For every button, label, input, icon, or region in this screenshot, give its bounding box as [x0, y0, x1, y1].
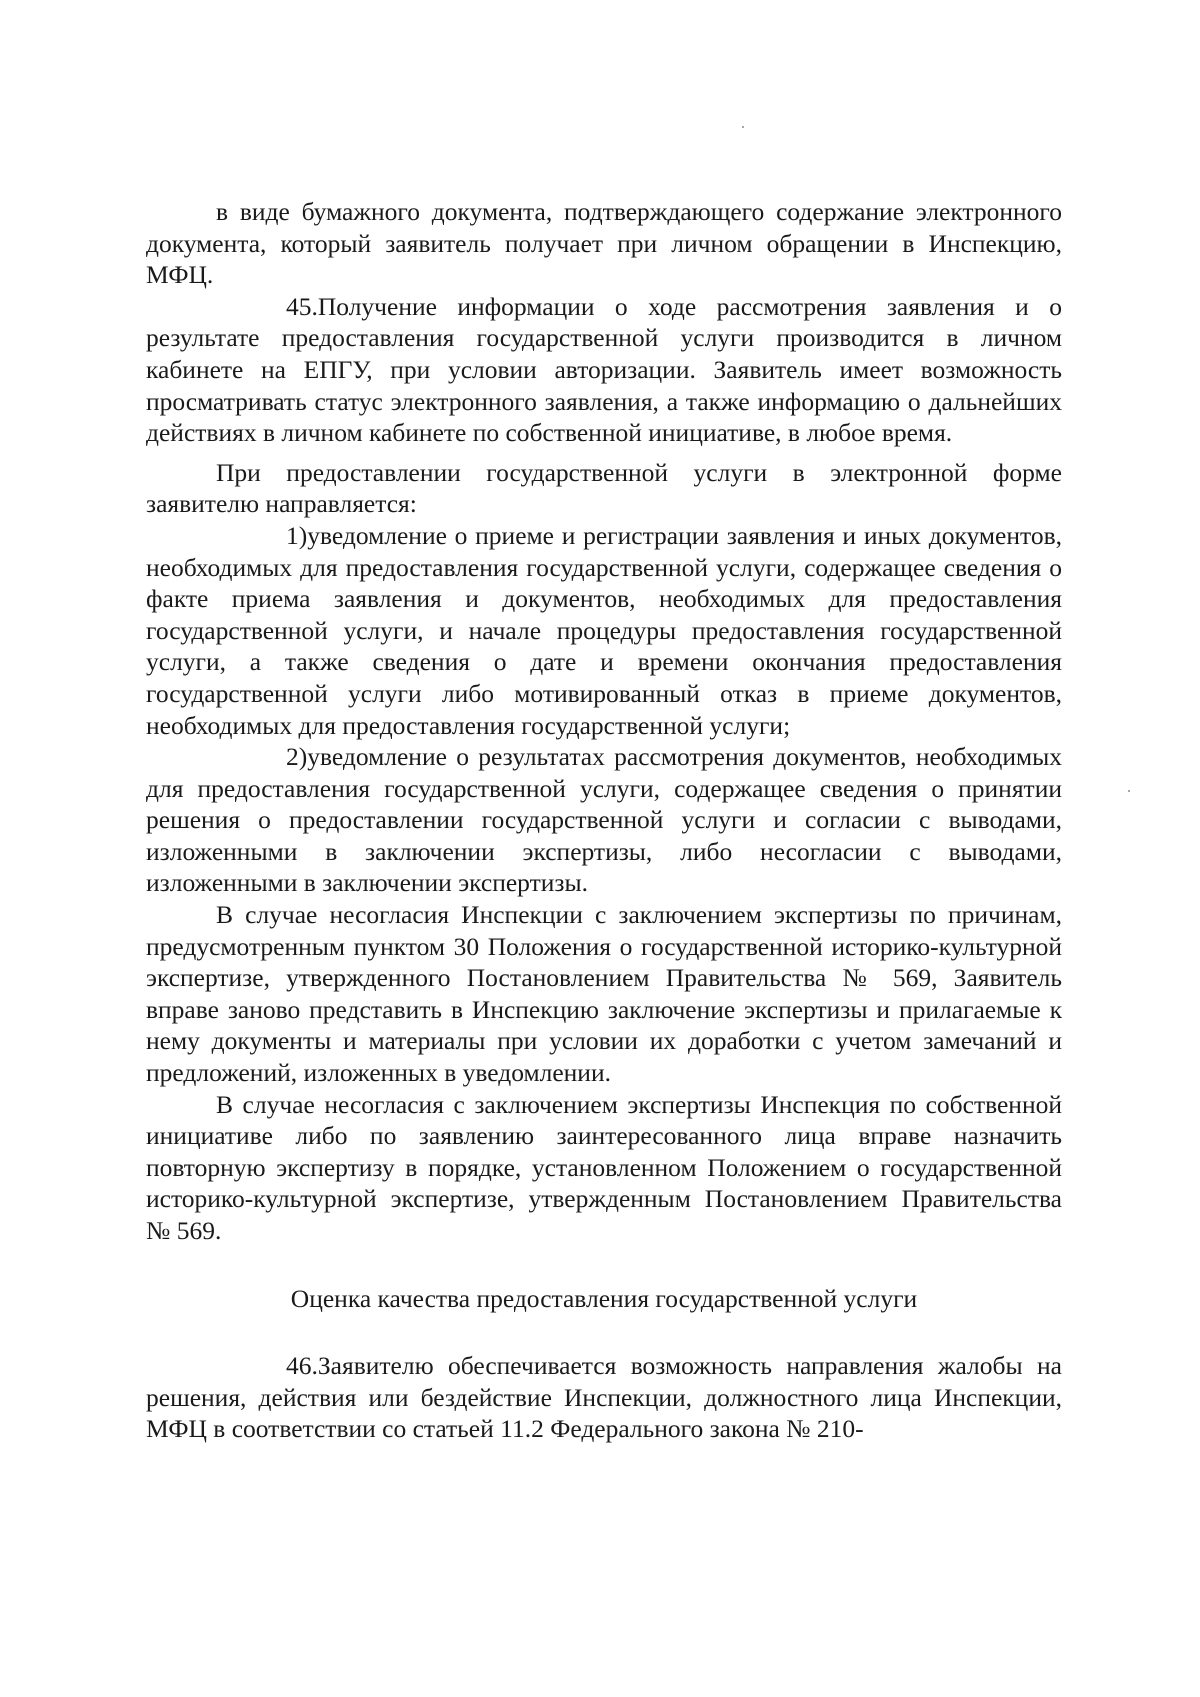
list-item-2-text: уведомление о результатах рассмотрения документов, необходимых для предоставления государственной услуги, содержащее сведения о принятии решения о предоставлении государственной услуги и согласии с выводами, изложенными в заключении экспертизы, либо несогласии с выводами, изложенными в заключении экспертизы.: [146, 742, 1062, 898]
paragraph-46-text: Заявителю обеспечивается возможность направления жалобы на решения, действия или бездействие Инспекции, должностного лица Инспекции, МФЦ в соответствии со статьей 11.2 Федерального закона № 210-: [146, 1351, 1062, 1444]
paragraph-electronic-document: в виде бумажного документа, подтверждающего содержание электронного документа, который заявитель получает при личном обращении в Инспекцию, МФЦ.: [146, 197, 1062, 290]
paragraph-45-text: Получение информации о ходе рассмотрения заявления и о результате предоставления государственной услуги производится в личном кабинете на ЕПГУ, при условии авторизации. Заявитель имеет возможность просматривать статус электронного заявления, а также информацию о дальнейших действиях в личном кабинете по собственной инициативе, в любое время.: [146, 291, 1062, 448]
scan-speck: [742, 126, 744, 128]
list-item-1-text: уведомление о приеме и регистрации заявления и иных документов, необходимых для предоставления государственной услуги, содержащее сведения о факте приема заявления и документов, необходимых для предоставления государственной услуги, и начале процедуры предоставления государственной услуги, а также сведения о дате и времени окончания предоставления государственной услуги либо мотивированный отказ в приеме документов, необходимых для предоставления государственной услуги;: [146, 520, 1062, 740]
paragraph-number: 45.: [286, 291, 318, 321]
paragraph-disagreement-inspection: В случае несогласия Инспекции с заключением экспертизы по причинам, предусмотренным пунктом 30 Положения о государственной историко-культурной экспертизе, утвержденного Постановлением Правительства № 569, Заявитель вправе заново представить в Инспекцию заключение экспертизы и прилагаемые к нему документы и материалы при условии их доработки с учетом замечаний и предложений, изложенных в уведомлении.: [146, 900, 1062, 1088]
list-item-number: 1): [286, 520, 308, 550]
paragraph-46: [146, 1350, 1062, 1445]
paragraph-disagreement-repeat: В случае несогласия с заключением экспертизы Инспекция по собственной инициативе либо по заявлению заинтересованного лица вправе назначить повторную экспертизу в порядке, установленном Положением о государственной историко-культурной экспертизе, утвержденным Постановлением Правительства № 569.: [146, 1089, 1062, 1245]
list-item-1: [146, 520, 1062, 741]
section-heading: Оценка качества предоставления государственной услуги: [290, 1283, 918, 1313]
paragraph-intro: При предоставлении государственной услуги в электронной форме заявителю направляется:: [146, 457, 1062, 519]
list-item-number: 2): [286, 742, 308, 772]
scan-speck: [1128, 790, 1130, 792]
document-body: [146, 196, 1062, 1445]
list-item-2: [146, 741, 1062, 899]
paragraph-number: 46.: [286, 1351, 318, 1381]
paragraph-45: [146, 291, 1062, 449]
